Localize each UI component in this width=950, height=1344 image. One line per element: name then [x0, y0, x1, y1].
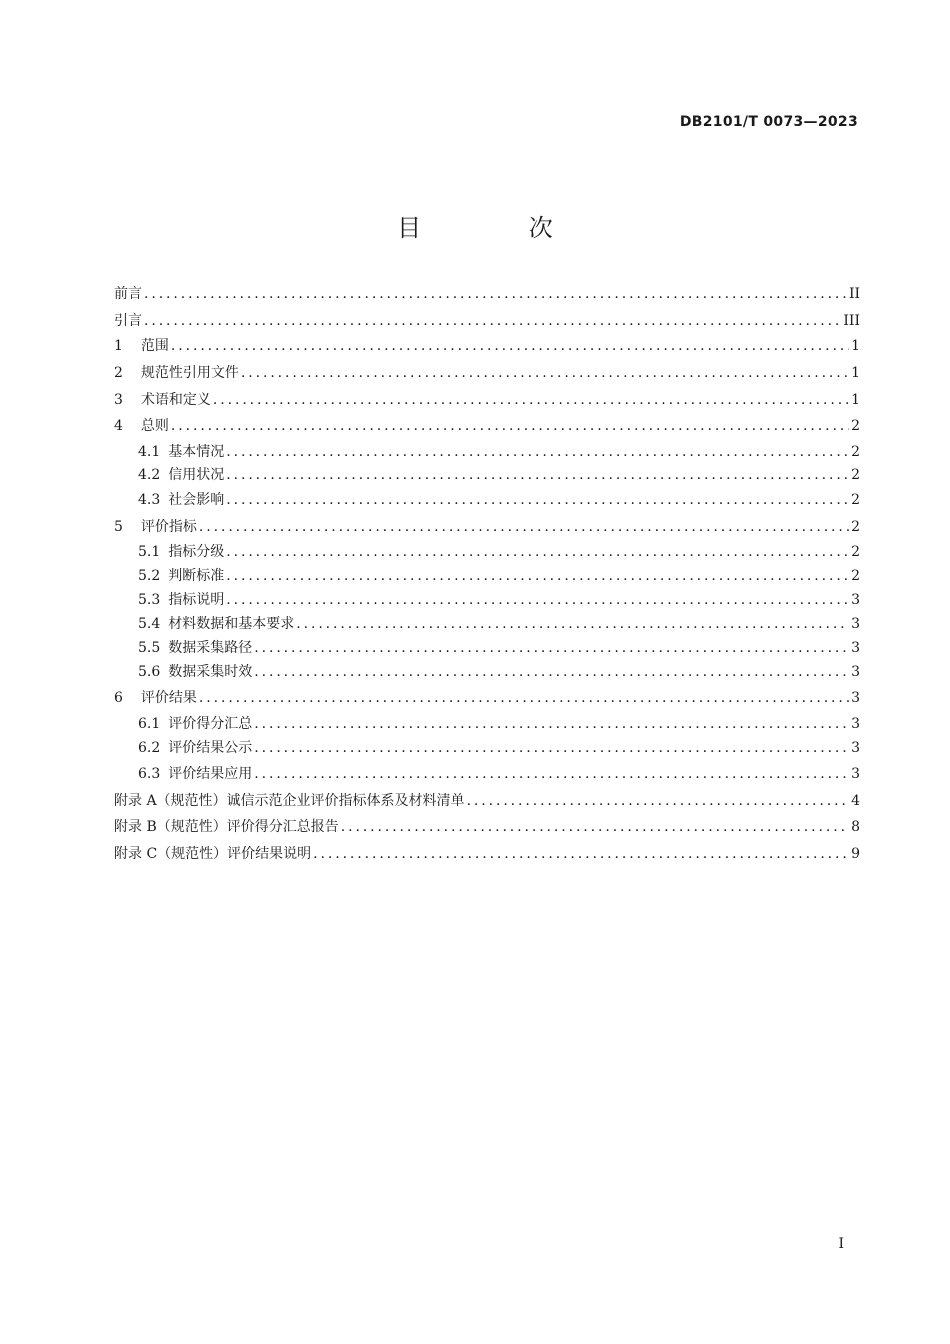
toc-leader-dots	[199, 519, 849, 535]
toc-entry-page: 2	[851, 519, 860, 535]
toc-entry-page: 3	[851, 616, 860, 632]
toc-leader-dots	[171, 418, 849, 434]
toc-leader-dots	[313, 846, 849, 862]
toc-entry-number: 5.4	[138, 616, 161, 632]
toc-entry[interactable]	[114, 544, 860, 560]
toc-entry[interactable]	[114, 766, 860, 782]
toc-entry-page: 3	[851, 716, 860, 732]
toc-entry-page: III	[843, 313, 860, 329]
toc-entry[interactable]	[114, 392, 860, 408]
toc-entry-number: 5.2	[138, 568, 161, 584]
toc-entry-page: 2	[851, 444, 860, 460]
toc-entry-label: 评价结果应用	[168, 766, 253, 782]
toc-entry-label: 总则	[140, 418, 169, 434]
toc-entry[interactable]	[114, 819, 860, 835]
toc-leader-dots	[171, 338, 849, 354]
toc-entry-page: 9	[851, 846, 860, 862]
toc-entry-page: 4	[851, 793, 860, 809]
toc-entry[interactable]	[114, 640, 860, 656]
toc-entry[interactable]	[114, 365, 860, 381]
toc-entry[interactable]	[114, 568, 860, 584]
document-code: DB2101/T 0073—2023	[679, 114, 858, 130]
toc-entry[interactable]	[114, 690, 860, 706]
toc-entry-number: 4	[114, 418, 123, 434]
toc-entry-page: 3	[851, 766, 860, 782]
toc-entry-label: 指标分级	[168, 544, 225, 560]
toc-entry-page: 1	[851, 392, 860, 408]
toc-entry-page: 3	[851, 664, 860, 680]
toc-entry-page: 8	[851, 819, 860, 835]
toc-entry[interactable]	[114, 492, 860, 508]
toc-entry-page: 2	[851, 492, 860, 508]
toc-entry-number: 4.3	[138, 492, 161, 508]
toc-entry-page: 2	[851, 467, 860, 483]
toc-leader-dots	[254, 640, 849, 656]
toc-entry-number: 4.2	[138, 467, 161, 483]
toc-entry-label: 指标说明	[168, 592, 225, 608]
toc-leader-dots	[213, 392, 849, 408]
toc-entry[interactable]	[114, 519, 860, 535]
toc-entry-page: 3	[851, 592, 860, 608]
toc-entry-page: 3	[851, 640, 860, 656]
toc-entry-number: 6.1	[138, 716, 161, 732]
toc-entry-label: 基本情况	[168, 444, 225, 460]
toc-entry-number: 5.3	[138, 592, 161, 608]
toc-entry-label: 判断标准	[168, 568, 225, 584]
toc-entry-label: 评价指标	[140, 519, 197, 535]
toc-leader-dots	[254, 740, 849, 756]
toc-leader-dots	[144, 286, 847, 302]
toc-leader-dots	[254, 766, 849, 782]
toc-entry-page: 1	[851, 338, 860, 354]
toc-entry-label: 范围	[140, 338, 169, 354]
toc-entry[interactable]	[114, 286, 860, 302]
toc-entry[interactable]	[114, 313, 860, 329]
toc-leader-dots	[226, 492, 849, 508]
page-title: 目 次	[397, 214, 603, 242]
toc-leader-dots	[199, 690, 849, 706]
toc-entry-number: 5.1	[138, 544, 161, 560]
toc-entry[interactable]	[114, 444, 860, 460]
toc-entry-number: 1	[114, 338, 123, 354]
toc-entry-label: 术语和定义	[140, 392, 211, 408]
toc-entry-label: 附录 B（规范性）评价得分汇总报告	[114, 819, 339, 835]
toc-entry-number: 5.6	[138, 664, 161, 680]
toc-entry-number: 4.1	[138, 444, 161, 460]
toc-entry-label: 引言	[114, 313, 142, 329]
toc-entry[interactable]	[114, 664, 860, 680]
toc-entry-number: 6.2	[138, 740, 161, 756]
toc-entry-number: 3	[114, 392, 123, 408]
toc-entry-page: 1	[851, 365, 860, 381]
toc-leader-dots	[226, 467, 849, 483]
toc-leader-dots	[254, 716, 849, 732]
toc-entry-page: 3	[851, 690, 860, 706]
toc-entry-label: 前言	[114, 286, 142, 302]
toc-entry-page: 2	[851, 544, 860, 560]
toc-entry-label: 附录 C（规范性）评价结果说明	[114, 846, 312, 862]
toc-leader-dots	[226, 544, 849, 560]
toc-entry-label: 数据采集时效	[168, 664, 253, 680]
toc-entry-label: 数据采集路径	[168, 640, 253, 656]
toc-entry-page: 2	[851, 418, 860, 434]
toc-leader-dots	[144, 313, 841, 329]
toc-entry[interactable]	[114, 338, 860, 354]
toc-entry-label: 评价结果	[140, 690, 197, 706]
toc-entry-number: 6.3	[138, 766, 161, 782]
toc-entry-label: 材料数据和基本要求	[168, 616, 295, 632]
page-number: I	[838, 1236, 844, 1252]
toc-leader-dots	[226, 444, 849, 460]
toc-entry-label: 社会影响	[168, 492, 225, 508]
toc-entry-page: 2	[851, 568, 860, 584]
toc-entry[interactable]	[114, 740, 860, 756]
toc-leader-dots	[341, 819, 849, 835]
toc-entry-page: 3	[851, 740, 860, 756]
toc-entry[interactable]	[114, 592, 860, 608]
toc-leader-dots	[467, 793, 850, 809]
toc-entry-number: 5	[114, 519, 123, 535]
toc-entry-number: 6	[114, 690, 123, 706]
toc-entry-label: 评价结果公示	[168, 740, 253, 756]
toc-entry-label: 附录 A（规范性）诚信示范企业评价指标体系及材料清单	[114, 793, 465, 809]
toc-entry[interactable]	[114, 616, 860, 632]
toc-entry[interactable]	[114, 418, 860, 434]
toc-entry-number: 2	[114, 365, 123, 381]
toc-entry[interactable]	[114, 467, 860, 483]
toc-leader-dots	[296, 616, 849, 632]
toc-entry-page: II	[848, 286, 860, 302]
toc-entry[interactable]	[114, 846, 860, 862]
toc-entry-label: 评价得分汇总	[168, 716, 253, 732]
toc-leader-dots	[254, 664, 849, 680]
toc-leader-dots	[226, 568, 849, 584]
toc-leader-dots	[226, 592, 849, 608]
toc-entry-label: 信用状况	[168, 467, 225, 483]
toc-leader-dots	[241, 365, 849, 381]
toc-entry-label: 规范性引用文件	[140, 365, 239, 381]
toc-entry[interactable]	[114, 716, 860, 732]
toc-entry[interactable]	[114, 793, 860, 809]
toc-entry-number: 5.5	[138, 640, 161, 656]
